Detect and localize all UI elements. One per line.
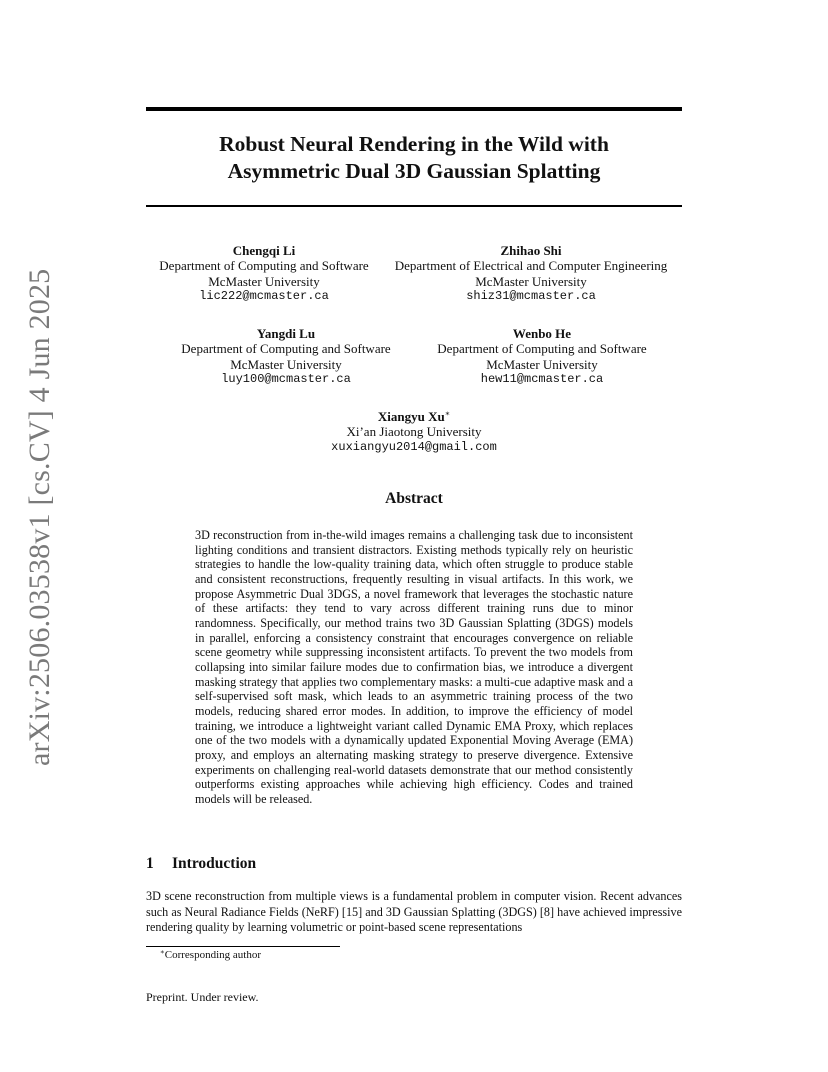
corresponding-author-mark: ∗ <box>444 409 451 418</box>
title-top-rule <box>146 107 682 111</box>
paper-title-line-1: Robust Neural Rendering in the Wild with <box>219 132 609 156</box>
author-name: Yangdi Lu <box>256 326 316 341</box>
footnote <box>160 949 261 961</box>
author-email: xuxiangyu2014@gmail.com <box>331 439 497 454</box>
paper-title-line-2: Asymmetric Dual 3D Gaussian Splatting <box>227 159 601 183</box>
author-email: hew11@mcmaster.ca <box>480 371 604 386</box>
author-institution: McMaster University <box>475 273 587 289</box>
section-title: Introduction <box>172 855 257 872</box>
abstract-body: 3D reconstruction from in-the-wild images remains a challenging task due to inconsistent lighting conditions and transient distractors. Existing methods typically rely on heuristic strategies to handle the low-quality training data, which often struggle to produce stable and consistent reconstructions, frequently resulting in visual artifacts. In this work, we propose Asymmetric Dual 3DGS, a novel framework that leverages the stochastic nature of these artifacts: they tend to vary across different training runs due to minor randomness. Specifically, our method trains two 3D Gaussian Splatting (3DGS) models in parallel, enforcing a consistency constraint that encourages convergence on reliable scene geometry while suppressing inconsistent artifacts. To prevent the two models from collapsing into similar failure modes due to confirmation bias, we introduce a divergent masking strategy that applies two complementary masks: a multi-cue adaptive mask and a self-supervised soft mask, which leads to an asymmetric training process of the two models, reducing shared error modes. In addition, to improve the efficiency of model training, we introduce a lightweight variant called Dynamic EMA Proxy, which replaces one of the two models with a dynamically updated Exponential Moving Average (EMA) proxy, and employs an alternating masking strategy to preserve divergence. Extensive experiments on challenging real-world datasets demonstrate that our method consistently outperforms existing approaches while achieving high efficiency. Codes and trained models will be released. <box>195 528 633 806</box>
author-name: Wenbo He <box>512 326 572 341</box>
author-institution: McMaster University <box>486 356 598 372</box>
author-name: Zhihao Shi <box>500 243 562 258</box>
author-block <box>422 326 662 387</box>
author-affiliation: Department of Computing and Software <box>159 258 369 274</box>
author-block <box>294 409 534 455</box>
author-institution: McMaster University <box>208 273 320 289</box>
footnote-rule <box>146 946 340 947</box>
introduction-body: 3D scene reconstruction from multiple views is a fundamental problem in computer vision. Recent advances such as Neural Radiance Fields (NeRF) [15] and 3D Gaussian Splatting (3DGS) [8] have achieved impressive rendering quality by learning volumetric or point-based scene representations <box>146 889 682 934</box>
author-affiliation: Department of Electrical and Computer Engineering <box>394 258 668 274</box>
preprint-notice: Preprint. Under review. <box>146 990 259 1004</box>
paper-title <box>146 131 682 185</box>
author-name <box>294 409 534 424</box>
author-block <box>378 243 684 304</box>
author-block <box>166 326 406 387</box>
section-number: 1 <box>146 855 154 872</box>
author-block <box>144 243 384 304</box>
author-affiliation: Department of Computing and Software <box>437 341 647 357</box>
author-email: lic222@mcmaster.ca <box>199 288 329 303</box>
footnote-text: Corresponding author <box>164 949 261 961</box>
section-heading <box>146 855 256 873</box>
footnote-mark: ∗ <box>160 948 165 956</box>
author-email: luy100@mcmaster.ca <box>221 371 351 386</box>
title-bottom-rule <box>146 205 682 207</box>
author-email: shiz31@mcmaster.ca <box>466 288 596 303</box>
arxiv-identifier: arXiv:2506.03538v1 [cs.CV] 4 Jun 2025 <box>23 268 56 766</box>
abstract-heading: Abstract <box>385 490 443 507</box>
author-affiliation: Xi’an Jiaotong University <box>346 424 482 440</box>
author-name-text: Xiangyu Xu <box>377 409 445 424</box>
author-name: Chengqi Li <box>232 243 296 258</box>
author-affiliation: Department of Computing and Software <box>181 341 391 357</box>
author-institution: McMaster University <box>230 356 342 372</box>
